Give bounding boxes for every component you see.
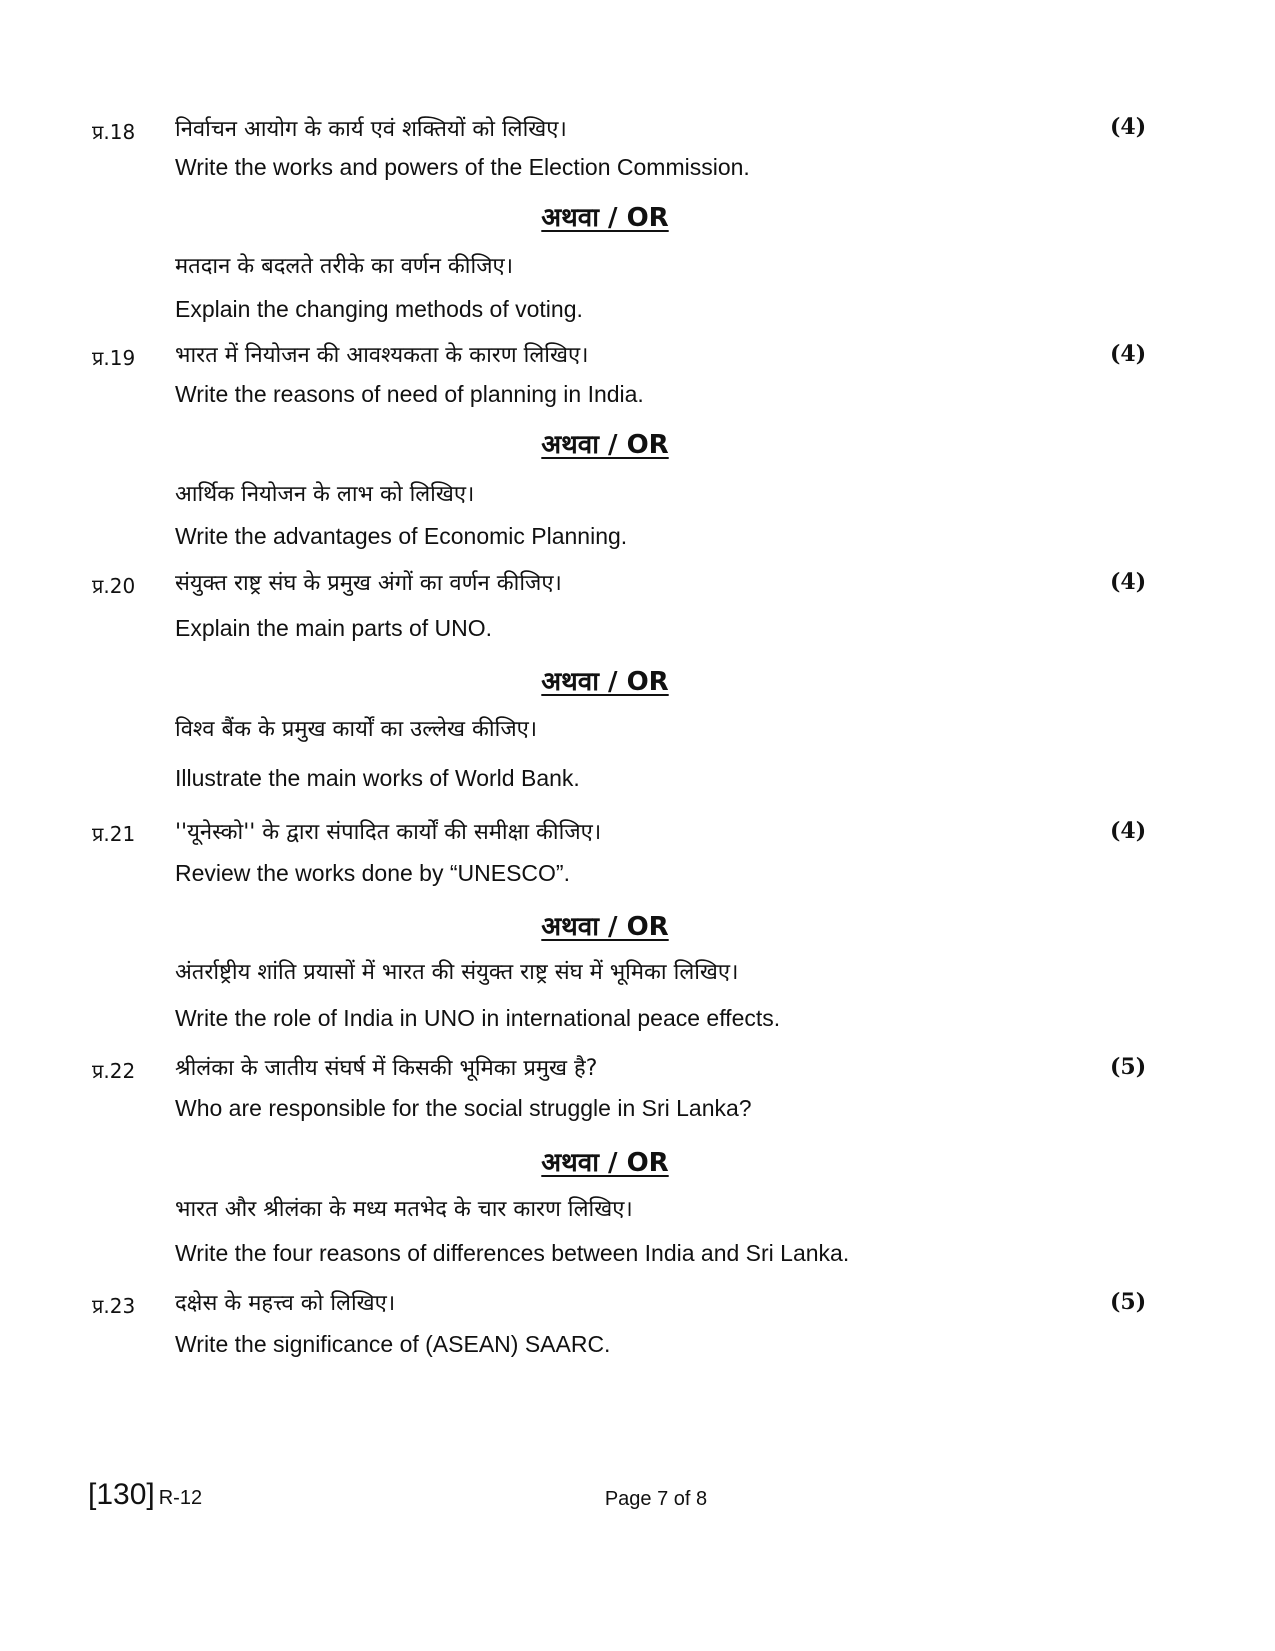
question-20-hindi: संयुक्त राष्ट्र संघ के प्रमुख अंगों का वर्णन कीजिए। [175,571,562,596]
question-21-alt-english: Write the role of India in UNO in international peace effects. [175,1005,781,1031]
or-divider-19: अथवा / OR [541,430,669,460]
question-23-marks: (5) [1110,1289,1147,1315]
question-19-alt-hindi: आर्थिक नियोजन के लाभ को लिखिए। [175,482,475,507]
question-19-alt-english: Write the advantages of Economic Planning. [175,523,628,549]
question-number-21: प्र.21 [92,822,136,846]
or-divider-21: अथवा / OR [541,912,669,942]
question-number-18: प्र.18 [92,120,136,144]
question-number-19: प्र.19 [92,346,136,370]
question-22-alt-english: Write the four reasons of differences between India and Sri Lanka. [175,1240,850,1266]
or-divider-18: अथवा / OR [541,203,669,233]
or-divider-22: अथवा / OR [541,1148,669,1178]
question-22-marks: (5) [1110,1054,1147,1080]
question-18-english: Write the works and powers of the Election Commission. [175,154,750,180]
question-number-23: प्र.23 [92,1294,136,1318]
question-21-alt-hindi: अंतर्राष्ट्रीय शांति प्रयासों में भारत की संयुक्त राष्ट्र संघ में भूमिका लिखिए। [175,960,739,985]
question-21-marks: (4) [1110,818,1147,844]
question-18-marks: (4) [1110,114,1147,140]
question-20-english: Explain the main parts of UNO. [175,615,493,641]
question-22-english: Who are responsible for the social struggle in Sri Lanka? [175,1095,752,1121]
question-23-hindi: दक्षेस के महत्त्व को लिखिए। [175,1291,396,1316]
question-19-english: Write the reasons of need of planning in India. [175,381,644,407]
question-18-alt-english: Explain the changing methods of voting. [175,296,583,322]
question-19-hindi: भारत में नियोजन की आवश्यकता के कारण लिखिए। [175,343,589,368]
question-21-hindi: ''यूनेस्को'' के द्वारा संपादित कार्यों की समीक्षा कीजिए। [175,820,602,845]
question-19-marks: (4) [1110,341,1147,367]
question-18-alt-hindi: मतदान के बदलते तरीके का वर्णन कीजिए। [175,254,514,279]
question-22-alt-hindi: भारत और श्रीलंका के मध्य मतभेद के चार कारण लिखिए। [175,1197,633,1222]
question-20-alt-hindi: विश्व बैंक के प्रमुख कार्यों का उल्लेख कीजिए। [175,717,538,742]
question-18-hindi: निर्वाचन आयोग के कार्य एवं शक्तियों को लिखिए। [175,117,567,142]
paper-series: R-12 [158,1487,203,1509]
question-20-alt-english: Illustrate the main works of World Bank. [175,765,580,791]
question-number-22: प्र.22 [92,1059,136,1083]
question-22-hindi: श्रीलंका के जातीय संघर्ष में किसकी भूमिका प्रमुख है? [175,1056,598,1081]
question-21-english: Review the works done by “UNESCO”. [175,860,570,886]
question-20-marks: (4) [1110,569,1147,595]
or-divider-20: अथवा / OR [541,667,669,697]
question-number-20: प्र.20 [92,574,136,598]
question-23-english: Write the significance of (ASEAN) SAARC. [175,1331,611,1357]
paper-code-number: [130] [88,1478,155,1511]
page-number: Page 7 of 8 [604,1488,708,1510]
